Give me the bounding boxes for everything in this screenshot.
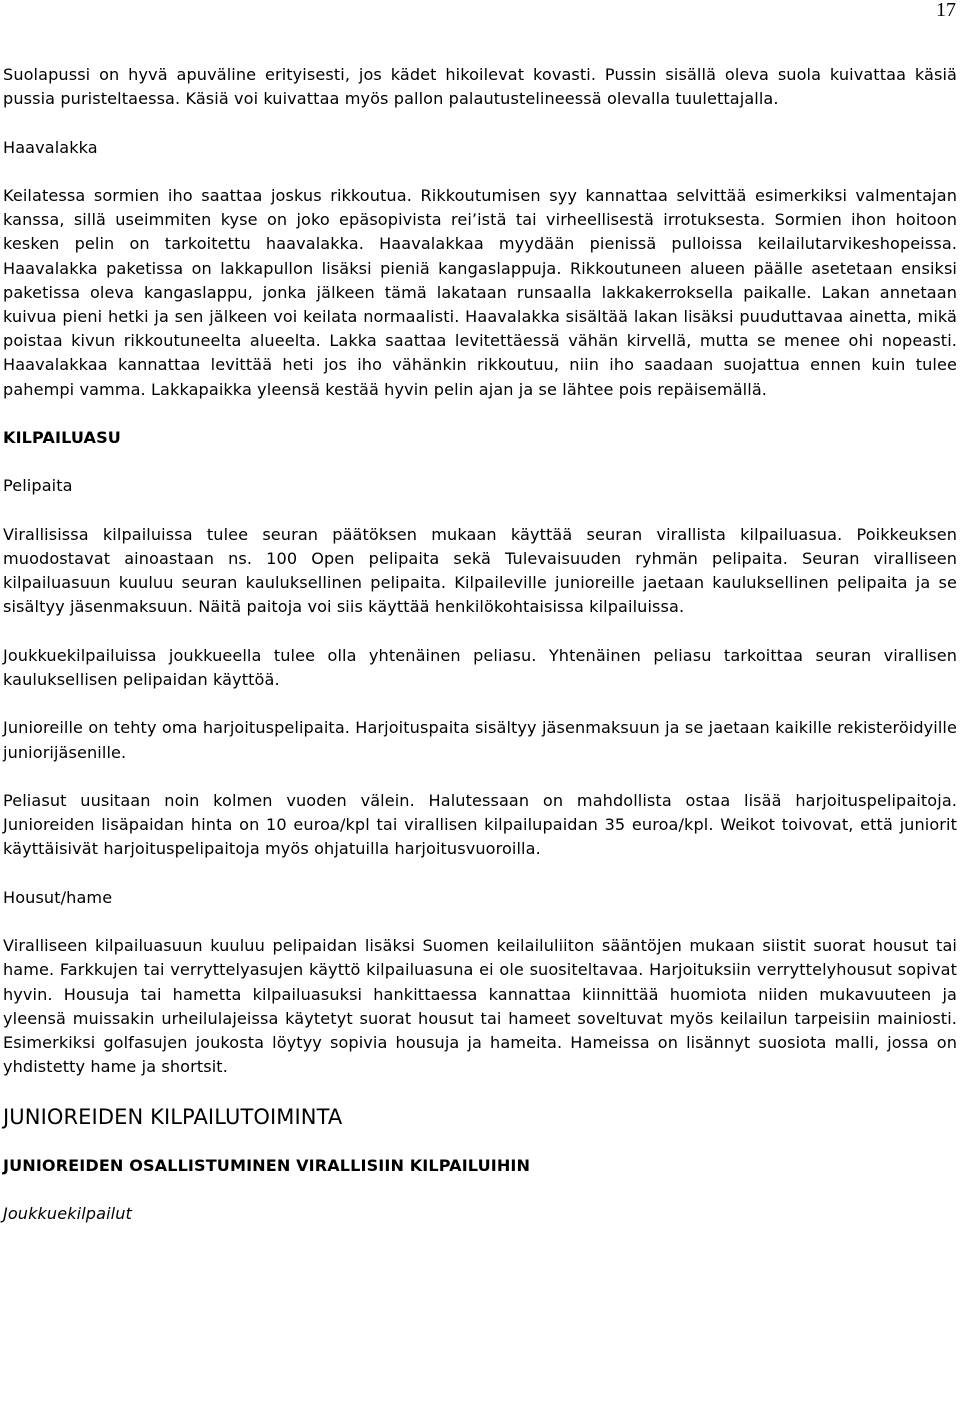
page-number: 17 [936, 0, 956, 21]
paragraph-pelipaita-1: Virallisissa kilpailuissa tulee seuran päätöksen mukaan käyttää seuran virallista kilpailuasua. Poikkeuksen muodostavat ainoastaan ns. 100 Open pelipaita sekä Tulevaisuuden ryhmän pelipaita. Seuran viralliseen kilpailuasuun kuuluu seuran kauluksellinen pelipaita. Kilpaileville junioreille jaetaan kauluksellinen pelipaita ja se sisältyy jäsenmaksuun. Näitä paitoja voi siis käyttää henkilökohtaisissa kilpailuissa. [3, 524, 957, 617]
subsection-heading-osallistuminen: JUNIOREIDEN OSALLISTUMINEN VIRALLISIIN KILPAILUIHIN [3, 1155, 531, 1175]
paragraph-pelipaita-4: Peliasut uusitaan noin kolmen vuoden välein. Halutessaan on mahdollista ostaa lisää harjoituspelipaitoja. Junioreiden lisäpaidan hinta on 10 euroa/kpl tai virallisen kilpailupaidan 35 euroa/kpl. Weikot toivovat, että juniorit käyttäisivät harjoituspelipaitoja myös ohjatuilla harjoitusvuoroilla. [3, 790, 957, 859]
section-heading-kilpailuasu: KILPAILUASU [3, 428, 121, 447]
heading-pelipaita: Pelipaita [3, 476, 73, 496]
heading-housut-hame: Housut/hame [3, 887, 113, 907]
heading-haavalakka: Haavalakka [3, 137, 98, 157]
paragraph-suolapussi: Suolapussi on hyvä apuväline erityisesti, jos kädet hikoilevat kovasti. Pussin sisällä oleva suola kuivattaa käsiä pussia puristeltaessa. Käsiä voi kuivattaa myös pallon palautustelineessä olevalla tuulettajalla. [3, 65, 957, 109]
paragraph-pelipaita-2: Joukkuekilpailuissa joukkueella tulee olla yhtenäinen peliasu. Yhtenäinen peliasu tarkoittaa seuran virallisen kauluksellisen pelipaidan käyttöä. [3, 645, 957, 689]
paragraph-pelipaita-3: Junioreille on tehty oma harjoituspelipaita. Harjoituspaita sisältyy jäsenmaksuun ja se jaetaan kaikille rekisteröidyille juniorijäsenille. [3, 718, 957, 762]
paragraph-housut-hame: Viralliseen kilpailuasuun kuuluu pelipaidan lisäksi Suomen keilailuliiton sääntöjen mukaan siistit suorat housut tai hame. Farkkujen tai verryttelyasujen käyttö kilpailuasuna ei ole suositeltavaa. Harjoituksiin verryttelyhousut sopivat hyvin. Housuja tai hametta kilpailuasuksi hankittaessa kannattaa kiinnittää huomiota niiden mukavuuteen ja yleensä muissakin urheilulajeissa käytetyt suorat housut tai hameet soveltuvat myös keilailun tarpeisiin mainiosti. Esimerkiksi golfasujen joukosta löytyy sopivia housuja ja hameita. Hameissa on lisännyt suosiota malli, jossa on yhdistetty hame ja shortsit. [3, 936, 957, 1077]
paragraph-haavalakka: Keilatessa sormien iho saattaa joskus rikkoutua. Rikkoutumisen syy kannattaa selvittää esimerkiksi valmentajan kanssa, sillä useimmiten kyse on joko epäsopivista rei’istä tai virheellisestä irrotuksesta. Sormien ihon hoitoon kesken pelin on tarkoitettu haavalakka. Haavalakkaa myydään pienissä pulloissa keilailutarvikeshopeissa. Haavalakka paketissa on lakkapullon lisäksi pieniä kangaslappuja. Rikkoutuneen alueen päälle asetetaan ensiksi paketissa oleva kangaslappu, jonka jälkeen tämä lakataan runsaalla lakkakerroksella paikalle. Lakan annetaan kuivua pieni hetki ja sen jälkeen voi keilata normaalisti. Haavalakka sisältää lakan lisäksi puuduttavaa ainetta, mikä poistaa kivun rikkoutuneelta alueelta. Lakka saattaa levitettäessä vähän kirvellä, mutta se menee ohi nopeasti. Haavalakkaa kannattaa levittää heti jos iho vähänkin rikkoutuu, niin iho saadaan suojattua ennen kuin tulee pahempi vamma. Lakkapaikka yleensä kestää hyvin pelin ajan ja se lähtee pois repäisemällä. [3, 185, 957, 399]
heading-joukkuekilpailut: Joukkuekilpailut [3, 1204, 132, 1224]
document-body [3, 63, 957, 1226]
section-heading-junioreiden-kilpailutoiminta: JUNIOREIDEN KILPAILUTOIMINTA [3, 1104, 343, 1129]
